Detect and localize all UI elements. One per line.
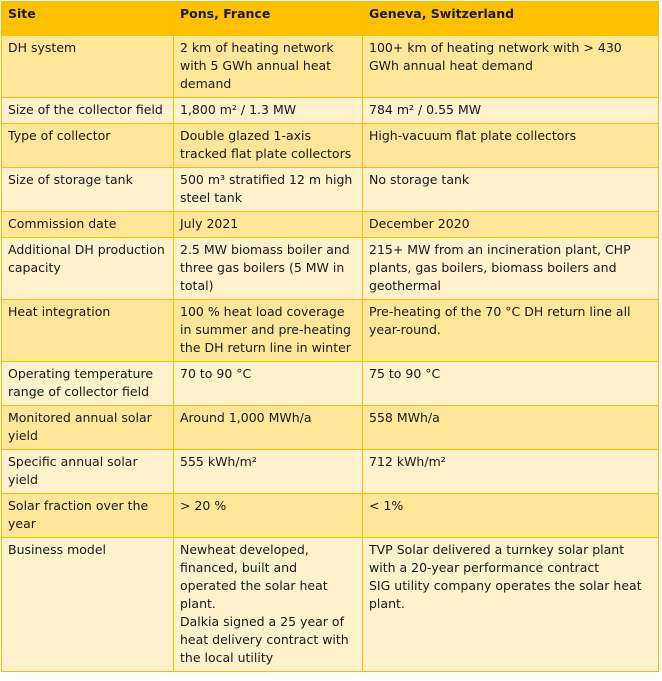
row-operating-temperature: [2, 362, 659, 406]
pons-value: 2 km of heating network with 5 GWh annual heat demand: [174, 36, 363, 98]
geneva-value: Pre-heating of the 70 °C DH return line all year-round.: [363, 300, 659, 362]
row-label: Heat integration: [2, 300, 174, 362]
header-row: [2, 2, 659, 36]
row-label: Solar fraction over the year: [2, 494, 174, 538]
row-solar-fraction: [2, 494, 659, 538]
row-label: Commission date: [2, 212, 174, 238]
pons-value: July 2021: [174, 212, 363, 238]
geneva-value: 75 to 90 °C: [363, 362, 659, 406]
row-monitored-yield: [2, 406, 659, 450]
row-label: Size of storage tank: [2, 168, 174, 212]
row-business-model: [2, 538, 659, 672]
geneva-value: < 1%: [363, 494, 659, 538]
geneva-value: 100+ km of heating network with > 430 GWh annual heat demand: [363, 36, 659, 98]
row-collector-size: [2, 98, 659, 124]
row-label: Type of collector: [2, 124, 174, 168]
geneva-value: 215+ MW from an incineration plant, CHP plants, gas boilers, biomass boilers and geothermal: [363, 238, 659, 300]
pons-value: Newheat developed, financed, built and operated the solar heat plant. Dalkia signed a 25 year of heat delivery contract with the local utility: [174, 538, 363, 672]
header-site: Site: [2, 2, 174, 36]
geneva-value: 558 MWh/a: [363, 406, 659, 450]
row-label: Size of the collector field: [2, 98, 174, 124]
geneva-value: 712 kWh/m²: [363, 450, 659, 494]
geneva-value: December 2020: [363, 212, 659, 238]
row-label: Monitored annual solar yield: [2, 406, 174, 450]
row-label: Additional DH production capacity: [2, 238, 174, 300]
pons-value: 2.5 MW biomass boiler and three gas boilers (5 MW in total): [174, 238, 363, 300]
pons-value: Double glazed 1-axis tracked flat plate collectors: [174, 124, 363, 168]
row-dh-system: [2, 36, 659, 98]
geneva-value: 784 m² / 0.55 MW: [363, 98, 659, 124]
pons-value: Around 1,000 MWh/a: [174, 406, 363, 450]
row-commission-date: [2, 212, 659, 238]
geneva-value: No storage tank: [363, 168, 659, 212]
header-pons: Pons, France: [174, 2, 363, 36]
row-label: Operating temperature range of collector field: [2, 362, 174, 406]
row-additional-capacity: [2, 238, 659, 300]
row-label: Business model: [2, 538, 174, 672]
row-collector-type: [2, 124, 659, 168]
pons-value: 100 % heat load coverage in summer and pre-heating the DH return line in winter: [174, 300, 363, 362]
pons-value: 70 to 90 °C: [174, 362, 363, 406]
comparison-table: [1, 1, 659, 672]
pons-value: 500 m³ stratified 12 m high steel tank: [174, 168, 363, 212]
pons-value: > 20 %: [174, 494, 363, 538]
geneva-value: TVP Solar delivered a turnkey solar plant with a 20-year performance contract SIG utility company operates the solar heat plant.: [363, 538, 659, 672]
pons-value: 1,800 m² / 1.3 MW: [174, 98, 363, 124]
header-geneva: Geneva, Switzerland: [363, 2, 659, 36]
geneva-value: High-vacuum flat plate collectors: [363, 124, 659, 168]
row-heat-integration: [2, 300, 659, 362]
row-specific-yield: [2, 450, 659, 494]
row-label: Specific annual solar yield: [2, 450, 174, 494]
pons-value: 555 kWh/m²: [174, 450, 363, 494]
row-storage-tank: [2, 168, 659, 212]
row-label: DH system: [2, 36, 174, 98]
